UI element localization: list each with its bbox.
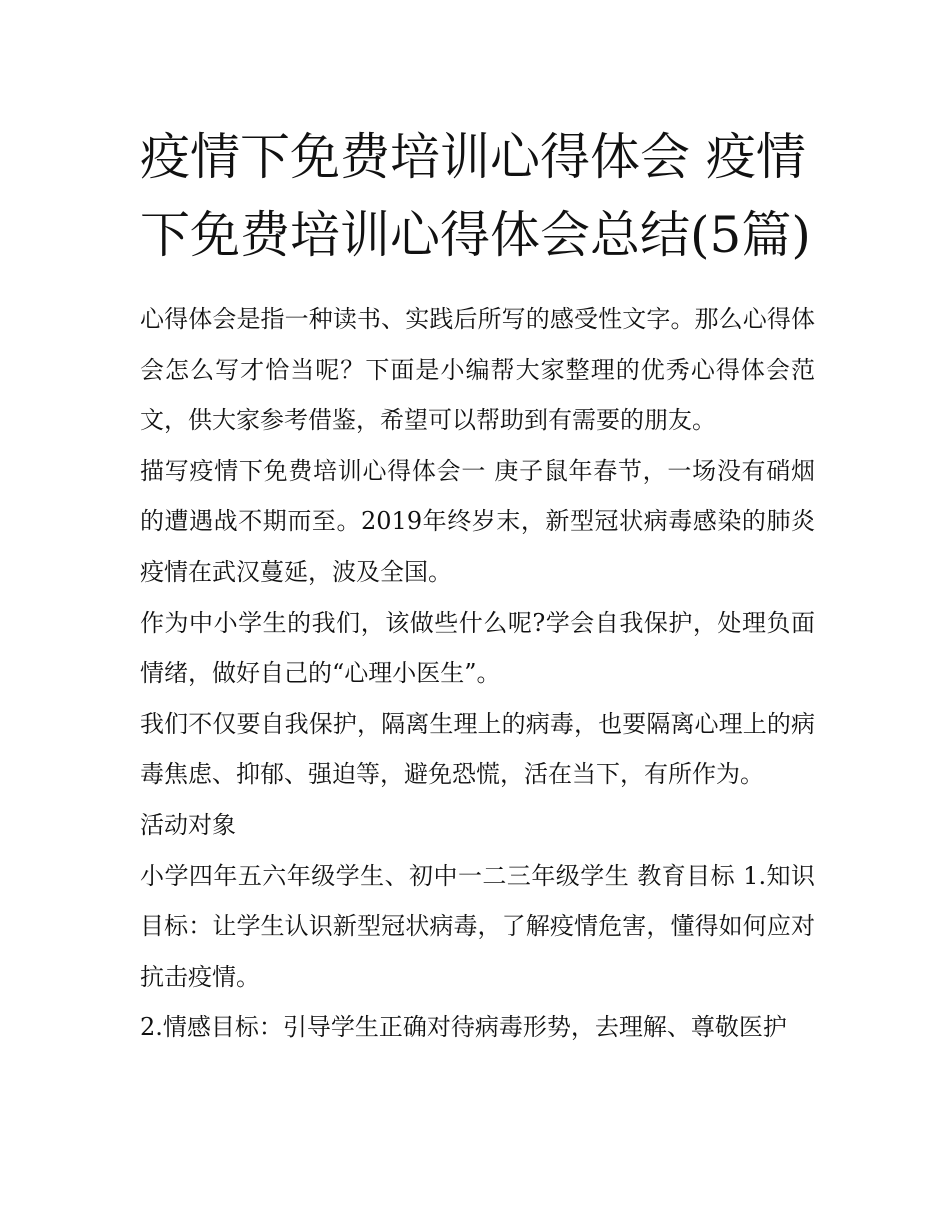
paragraph-2: 作为中小学生的我们，该做些什么呢?学会自我保护，处理负面情绪，做好自己的“心理小医生”。: [140, 608, 815, 688]
paragraph-3: 我们不仅要自我保护，隔离生理上的病毒，也要隔离心理上的病毒焦虑、抑郁、强迫等，避免恐慌，活在当下，有所作为。: [140, 709, 815, 789]
intro-paragraph: 心得体会是指一种读书、实践后所写的感受性文字。那么心得体会怎么写才恰当呢？下面是小编帮大家整理的优秀心得体会范文，供大家参考借鉴，希望可以帮助到有需要的朋友。: [140, 305, 815, 435]
document-title: 疫情下免费培训心得体会 疫情下免费培训心得体会总结(5篇): [140, 128, 811, 264]
section-heading-activity-target: 活动对象: [140, 810, 236, 839]
paragraph-5: 小学四年五六年级学生、初中一二三年级学生 教育目标 1.知识目标：让学生认识新型冠状病毒，了解疫情危害，懂得如何应对抗击疫情。: [140, 861, 815, 991]
document-page: [140, 118, 815, 1053]
paragraph-1: 描写疫情下免费培训心得体会一 庚子鼠年春节，一场没有硝烟的遭遇战不期而至。2019年终岁末，新型冠状病毒感染的肺炎疫情在武汉蔓延，波及全国。: [140, 456, 815, 586]
paragraph-6: 2.情感目标：引导学生正确对待病毒形势，去理解、尊敬医护: [140, 1013, 787, 1042]
